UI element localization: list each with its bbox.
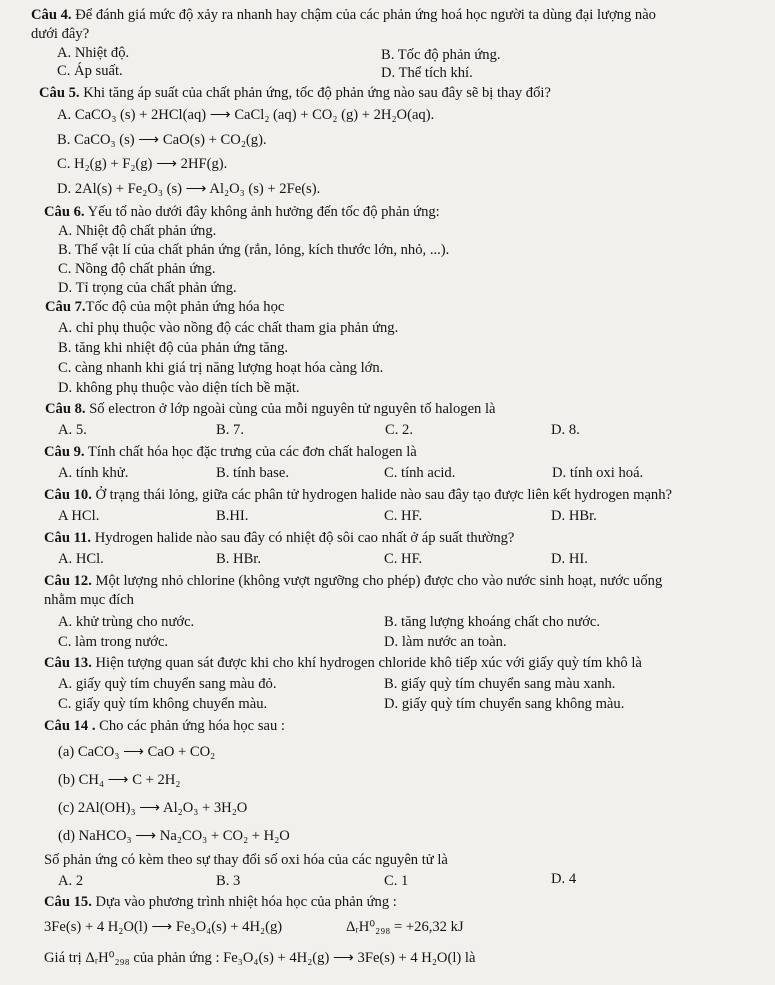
question-number: Câu 6. (44, 204, 85, 220)
question-6 (44, 203, 440, 221)
option-b: B. 3 (216, 873, 241, 889)
question-number: Câu 9. (44, 444, 85, 460)
option-b: B.HI. (216, 508, 249, 524)
question-text: Số electron ở lớp ngoài cùng của mỗi nguyên tử nguyên tố halogen là (85, 401, 496, 417)
reaction-a: (a) CaCO₃ ⟶ CaO + CO₂ (58, 744, 216, 760)
thermo-equation: 3Fe(s) + 4 H₂O(l) ⟶ Fe₃O₄(s) + 4H₂(g) (44, 919, 283, 935)
option-c: C. 1 (384, 873, 409, 889)
option-d: D. giấy quỳ tím chuyển sang không màu. (384, 696, 625, 712)
question-text: Dựa vào phương trình nhiệt hóa học của phản ứng : (91, 894, 397, 910)
question-text: Tốc độ của một phản ứng hóa học (85, 299, 285, 315)
option-d: D. tính oxi hoá. (552, 465, 644, 481)
question-text: Ở trạng thái lỏng, giữa các phân tử hydrogen halide nào sau đây tạo được liên kết hydrogen mạnh? (91, 487, 673, 503)
option-d: D. Thể tích khí. (381, 65, 473, 81)
option-c: C. giấy quỳ tím không chuyển màu. (58, 696, 268, 712)
question-text-cont: Giá trị ΔᵣH⁰₂₉₈ của phản ứng : Fe₃O₄(s) + 4H₂(g) ⟶ 3Fe(s) + 4 H₂O(l) là (44, 950, 476, 966)
option-c: C. 2. (385, 422, 413, 438)
question-text: Hydrogen halide nào sau đây có nhiệt độ sôi cao nhất ở áp suất thường? (91, 530, 515, 546)
enthalpy-value: ΔᵣH⁰₂₉₈ = +26,32 kJ (346, 919, 464, 935)
question-13 (44, 654, 642, 672)
option-a: A. chỉ phụ thuộc vào nồng độ các chất tham gia phản ứng. (58, 320, 399, 336)
question-number: Câu 11. (44, 530, 92, 546)
question-number: Câu 10. (44, 487, 92, 503)
question-text: Tính chất hóa học đặc trưng của các đơn chất halogen là (84, 444, 417, 460)
question-9 (44, 443, 417, 461)
option-d: D. làm nước an toàn. (384, 634, 507, 650)
question-12 (44, 572, 662, 590)
question-4 (31, 6, 656, 24)
option-b: B. 7. (216, 422, 244, 438)
option-c: C. HF. (384, 508, 423, 524)
option-b: B. Thể vật lí của chất phản ứng (rắn, lỏng, kích thước lớn, nhỏ, ...). (58, 242, 450, 258)
option-c: C. Nồng độ chất phản ứng. (58, 261, 216, 277)
option-d: D. HBr. (551, 508, 597, 524)
option-a: A. 2 (58, 873, 84, 889)
option-c: C. H₂(g) + F₂(g) ⟶ 2HF(g). (57, 156, 228, 172)
reaction-c: (c) 2Al(OH)₃ ⟶ Al₂O₃ + 3H₂O (58, 800, 248, 816)
option-b: B. tính base. (216, 465, 289, 481)
question-text: Hiện tượng quan sát được khi cho khí hydrogen chloride khô tiếp xúc với giấy quỳ tím khô là (91, 655, 642, 671)
question-5 (39, 84, 551, 102)
reaction-b: (b) CH₄ ⟶ C + 2H₂ (58, 772, 181, 788)
question-text: Yếu tố nào dưới đây không ảnh hưởng đến tốc độ phản ứng: (84, 204, 440, 220)
option-a: A. giấy quỳ tím chuyển sang màu đỏ. (58, 676, 277, 692)
question-number: Câu 14 . (44, 718, 96, 734)
option-b: B. CaCO₃ (s) ⟶ CaO(s) + CO₂(g). (57, 132, 267, 148)
question-text-cont: Số phản ứng có kèm theo sự thay đổi số oxi hóa của các nguyên tử là (44, 852, 448, 868)
option-b: B. tăng lượng khoáng chất cho nước. (384, 614, 601, 630)
option-c: C. HF. (384, 551, 423, 567)
option-a: A HCl. (58, 508, 100, 524)
option-a: A. CaCO₃ (s) + 2HCl(aq) ⟶ CaCl₂ (aq) + CO₂ (g) + 2H₂O(aq). (57, 107, 435, 123)
question-text-cont: dưới đây? (31, 26, 90, 42)
question-number: Câu 12. (44, 573, 92, 589)
option-d: D. HI. (551, 551, 588, 567)
option-b: B. Tốc độ phản ứng. (381, 47, 501, 63)
question-number: Câu 15. (44, 894, 92, 910)
question-8 (45, 400, 496, 418)
question-number: Câu 5. (39, 85, 80, 101)
option-a: A. Nhiệt độ chất phản ứng. (58, 223, 217, 239)
question-15 (44, 893, 397, 911)
question-number: Câu 7. (45, 299, 86, 315)
option-a: A. HCl. (58, 551, 104, 567)
question-text: Để đánh giá mức độ xảy ra nhanh hay chậm của các phản ứng hoá học người ta dùng đại lượng nào (71, 7, 656, 23)
option-a: A. tính khử. (58, 465, 129, 481)
option-c: C. Áp suất. (57, 63, 123, 79)
option-b: B. tăng khi nhiệt độ của phản ứng tăng. (58, 340, 289, 356)
question-text: Cho các phản ứng hóa học sau : (95, 718, 285, 734)
question-number: Câu 13. (44, 655, 92, 671)
option-b: B. giấy quỳ tím chuyển sang màu xanh. (384, 676, 616, 692)
question-number: Câu 4. (31, 7, 72, 23)
option-c: C. làm trong nước. (58, 634, 169, 650)
option-c: C. tính acid. (384, 465, 456, 481)
option-d: D. Tỉ trọng của chất phản ứng. (58, 280, 237, 296)
question-text-cont: nhằm mục đích (44, 592, 134, 608)
option-b: B. HBr. (216, 551, 262, 567)
question-7 (45, 298, 284, 316)
option-c: C. càng nhanh khi giá trị năng lượng hoạt hóa càng lớn. (58, 360, 384, 376)
option-d: D. không phụ thuộc vào diện tích bề mặt. (58, 380, 300, 396)
option-a: A. khử trùng cho nước. (58, 614, 195, 630)
question-14 (44, 717, 285, 735)
question-text: Một lượng nhỏ chlorine (không vượt ngưỡng cho phép) được cho vào nước sinh hoạt, nước uống (91, 573, 663, 589)
question-11 (44, 529, 514, 547)
option-a: A. 5. (58, 422, 87, 438)
option-d: D. 8. (551, 422, 580, 438)
option-d: D. 4 (551, 871, 577, 887)
question-10 (44, 486, 672, 504)
reaction-d: (d) NaHCO₃ ⟶ Na₂CO₃ + CO₂ + H₂O (58, 828, 290, 844)
option-d: D. 2Al(s) + Fe₂O₃ (s) ⟶ Al₂O₃ (s) + 2Fe(s). (57, 181, 321, 197)
question-number: Câu 8. (45, 401, 86, 417)
option-a: A. Nhiệt độ. (57, 45, 130, 61)
question-text: Khi tăng áp suất của chất phản ứng, tốc độ phản ứng nào sau đây sẽ bị thay đổi? (79, 85, 551, 101)
